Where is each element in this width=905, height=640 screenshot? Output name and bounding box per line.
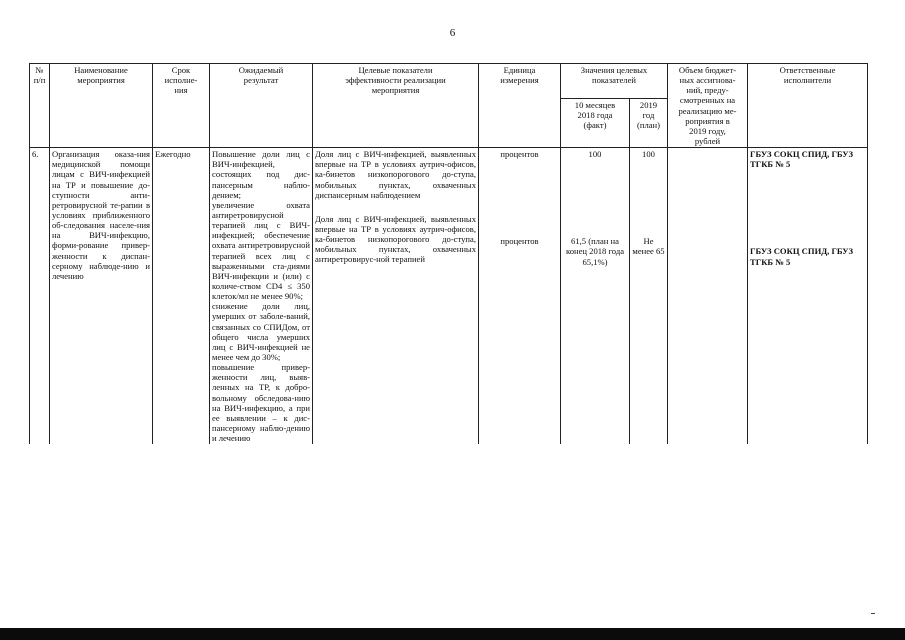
unit-1: процентов [500, 149, 539, 160]
indicator-spacer [315, 200, 476, 214]
indicators-cell [313, 148, 479, 445]
fact-2: 61,5 (план на конец 2018 года 65,1%) [565, 236, 625, 267]
unit-2: процентов [500, 236, 539, 247]
unit-cell [479, 148, 561, 445]
indicator-2: Доля лиц с ВИЧ-инфекцией, выявленных впервые на ТР в условиях аутрич-офисов, ка-бинетов низкопорогового до-ступа, мобильных пунктах, охваченных антиретровирус-ной терапией [315, 213, 476, 265]
activities-table [29, 63, 868, 444]
header-term: Срок исполне- ния [153, 64, 210, 148]
header-budget: Объем бюджет- ных ассигнова- ний, преду- смотренных на реализацию ме- роприятия в 2019 году, рублей [668, 64, 748, 148]
header-value-2018: 10 месяцев 2018 года (факт) [561, 98, 630, 148]
fact-spacer [563, 159, 627, 236]
header-num: № п/п [30, 64, 50, 148]
executors-cell [748, 148, 868, 445]
scan-edge-bar [0, 628, 905, 640]
header-executors: Ответственные исполнители [748, 64, 868, 148]
header-values: Значения целевых показателей [561, 64, 668, 99]
header-unit: Единица измерения [479, 64, 561, 148]
activity-name: Организация оказа-ния медицинской помощи лицам с ВИЧ-инфекцией на ТР и повышение до-ступности анти-ретровирусной те-рапии в условиях приближенного об-следования населе-ния на ВИЧ-инфекцию, форми-рование привер-женности к диспан-серному наблюде-нию и лечению [50, 148, 153, 445]
activity-term: Ежегодно [153, 148, 210, 445]
plan-cell [630, 148, 668, 445]
executors-spacer [750, 169, 865, 246]
header-value-2019: 2019 год (план) [630, 98, 668, 148]
fact-1: 100 [588, 149, 602, 160]
unit-spacer [481, 159, 558, 236]
header-name: Наименование мероприятия [50, 64, 153, 148]
plan-spacer [632, 159, 665, 236]
indicator-1: Доля лиц с ВИЧ-инфекцией, выявленных впервые на ТР в условиях аутрич-офисов, ка-бинетов низкопорогового до-ступа, мобильных пунктах, охваченных диспансерным наблюдением [315, 149, 476, 200]
expected-result: Повышение доли лиц с ВИЧ-инфекцией, состоящих под дис-пансерным наблю-дением; увеличение охвата антиретровирусной терапией лиц с ВИЧ-инфекцией; обеспечение охвата антиретровирусной терапией всех лиц с выраженными ста-диями ВИЧ-инфекции и (или) с количе-ством CD4 ≤ 350 клеток/мл не менее 90%; снижение доли лиц, умерших от заболе-ваний, связанных со СПИДом, от общего числа умерших лиц с ВИЧ-инфекцией не менее чем до 30%; повышение привер-женности лиц, выяв-ленных на ТР, к добро-вольному обследова-нию на ВИЧ-инфекцию, а при ее выявлении – к дис-пансерному наблю-дению и лечению [210, 148, 313, 445]
table-row [30, 148, 868, 445]
executors-1: ГБУЗ СОКЦ СПИД, ГБУЗ ТГКБ № 5 [750, 149, 854, 170]
header-result: Ожидаемый результат [210, 64, 313, 148]
page-number: 6 [449, 27, 456, 39]
executors-2: ГБУЗ СОКЦ СПИД, ГБУЗ ТГКБ № 5 [750, 246, 854, 267]
header-indicators: Целевые показатели эффективности реализации мероприятия [313, 64, 479, 148]
plan-1: 100 [642, 149, 655, 160]
plan-2: Не менее 65 [632, 236, 665, 257]
scan-mark [871, 613, 875, 614]
budget-cell [668, 148, 748, 445]
fact-cell [561, 148, 630, 445]
row-num: 6. [30, 148, 50, 445]
table-header [30, 64, 868, 148]
